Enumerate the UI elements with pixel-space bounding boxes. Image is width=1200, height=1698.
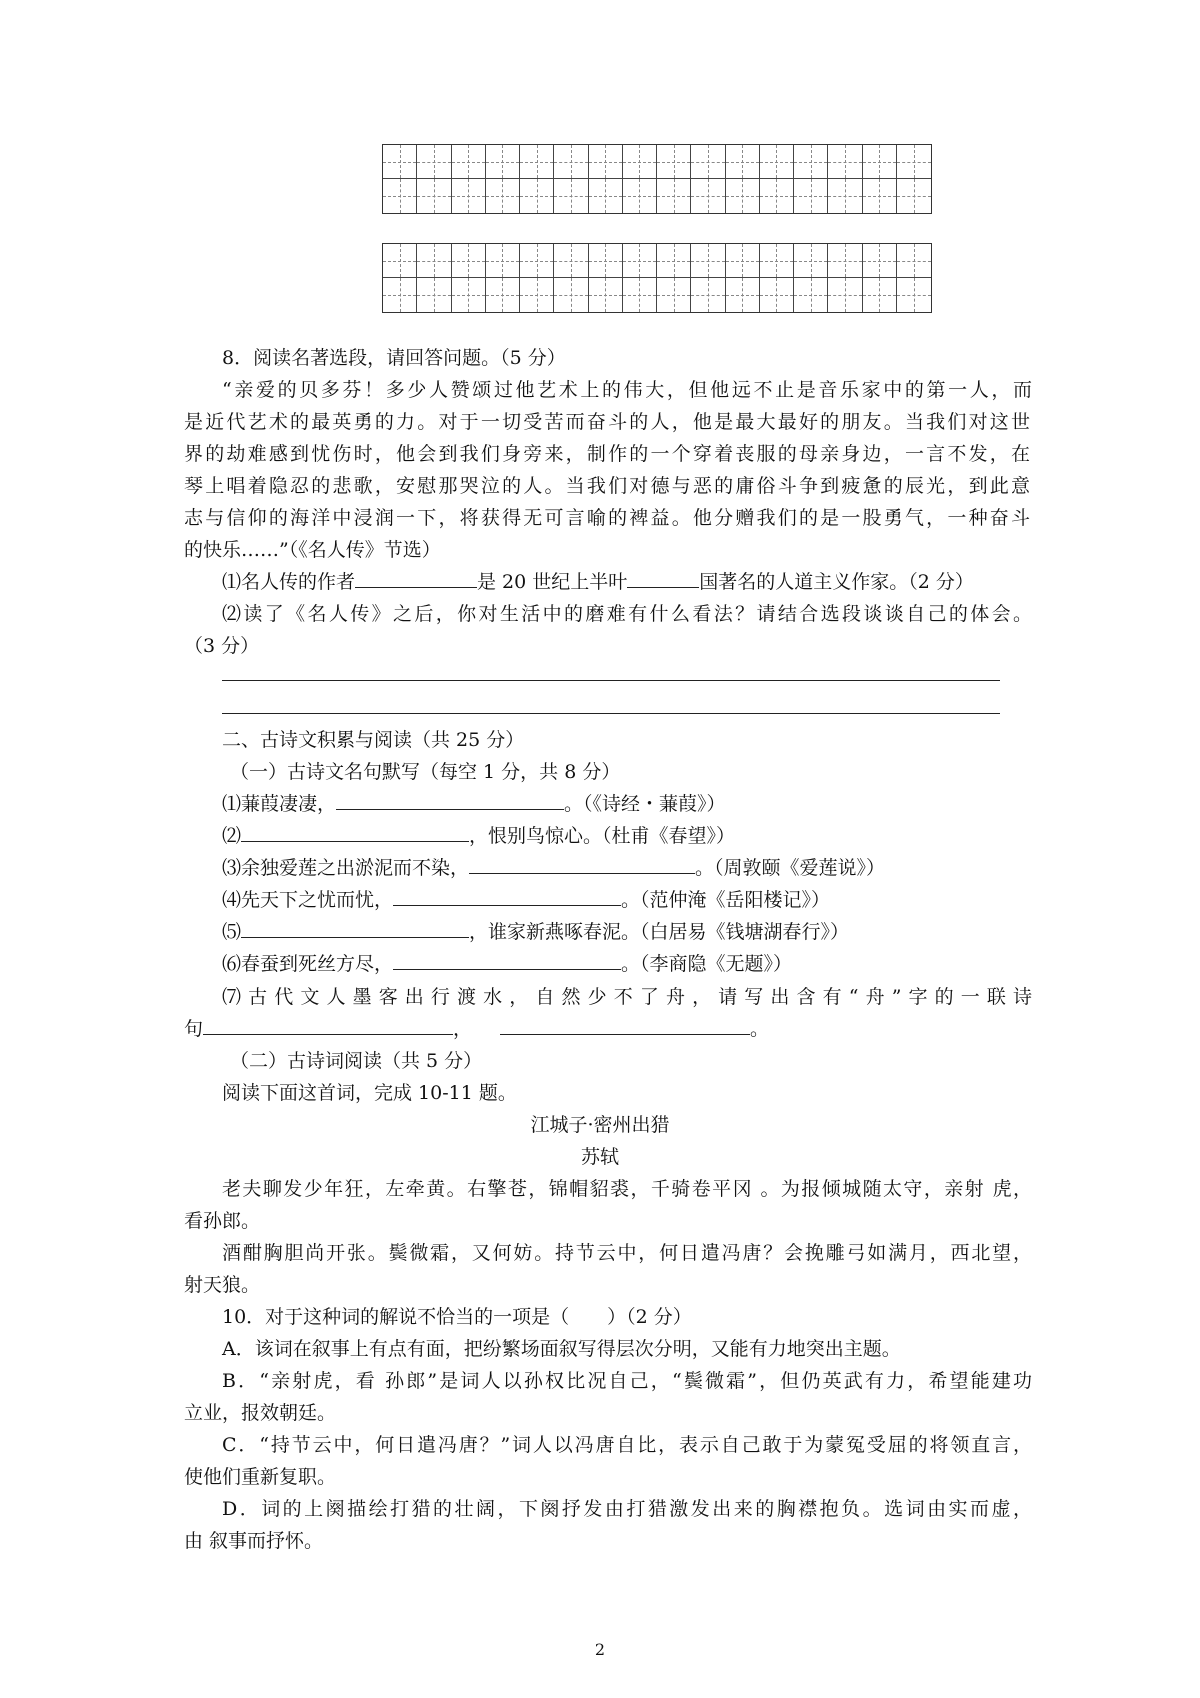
dictation-item bbox=[222, 789, 726, 819]
grid-cell[interactable] bbox=[452, 278, 486, 312]
grid-cell[interactable] bbox=[897, 244, 931, 278]
grid-cell[interactable] bbox=[691, 179, 725, 213]
grid-cell[interactable] bbox=[452, 145, 486, 179]
dictation-source: 。（范仲淹《岳阳楼记》） bbox=[621, 889, 831, 911]
grid-cell[interactable] bbox=[760, 278, 794, 312]
dictation-prompt: ⑶余独爱莲之出淤泥而不染， bbox=[222, 857, 470, 879]
question-8-sub1 bbox=[222, 567, 974, 597]
grid-cell[interactable] bbox=[760, 145, 794, 179]
grid-cell[interactable] bbox=[828, 278, 862, 312]
sub1-text-c: 国著名的人道主义作家。（2 分） bbox=[699, 571, 974, 593]
grid-cell[interactable] bbox=[417, 244, 451, 278]
grid-cell[interactable] bbox=[863, 145, 897, 179]
grid-cell[interactable] bbox=[897, 145, 931, 179]
dictation-item bbox=[222, 853, 885, 883]
answer-blank[interactable] bbox=[469, 854, 695, 874]
dictation-prompt: ⑷先天下之忧而忧， bbox=[222, 889, 394, 911]
grid-cell[interactable] bbox=[691, 278, 725, 312]
answer-blank[interactable] bbox=[355, 568, 477, 588]
answer-blank[interactable] bbox=[627, 568, 699, 588]
grid-cell[interactable] bbox=[486, 278, 520, 312]
grid-cell[interactable] bbox=[657, 278, 691, 312]
grid-cell[interactable] bbox=[623, 179, 657, 213]
grid-cell[interactable] bbox=[657, 179, 691, 213]
dictation-prompt: ⑹春蚕到死丝方尽， bbox=[222, 953, 394, 975]
grid-cell[interactable] bbox=[623, 145, 657, 179]
grid-cell[interactable] bbox=[452, 244, 486, 278]
grid-cell[interactable] bbox=[623, 278, 657, 312]
grid-cell[interactable] bbox=[520, 179, 554, 213]
dictation-end: 。 bbox=[750, 1018, 770, 1040]
dictation-source: ，谁家新燕啄春泥。（白居易《钱塘湖春行》） bbox=[469, 921, 850, 943]
poem-line: 酒酣胸胆尚开张。鬓微霜，又何妨。持节云中，何日遣冯唐？会挽雕弓如满月，西北望， bbox=[222, 1242, 1032, 1264]
question-8-title: 8．阅读名著选段，请回答问题。（5 分） bbox=[222, 347, 566, 369]
dictation-item bbox=[222, 885, 830, 915]
grid-cell[interactable] bbox=[452, 179, 486, 213]
grid-cell[interactable] bbox=[554, 278, 588, 312]
answer-blank[interactable] bbox=[241, 822, 469, 842]
answer-line[interactable] bbox=[222, 713, 1000, 714]
answer-line[interactable] bbox=[222, 680, 1000, 681]
option-c[interactable]: C．“持节云中，何日遣冯唐？”词人以冯唐自比，表示自己敢于为蒙冤受屈的将领直言， bbox=[222, 1434, 1032, 1456]
answer-blank[interactable] bbox=[500, 1015, 750, 1035]
dictation-item bbox=[222, 821, 735, 851]
passage-line: 志与信仰的海洋中浸润一下，将获得无可言喻的裨益。他分赠我们的是一股勇气，一种奋斗 bbox=[184, 507, 1030, 529]
grid-cell[interactable] bbox=[554, 179, 588, 213]
option-b-cont: 立业，报效朝廷。 bbox=[184, 1402, 337, 1424]
grid-cell[interactable] bbox=[794, 278, 828, 312]
grid-cell[interactable] bbox=[657, 244, 691, 278]
grid-cell[interactable] bbox=[383, 244, 417, 278]
grid-cell[interactable] bbox=[726, 244, 760, 278]
grid-cell[interactable] bbox=[828, 244, 862, 278]
dictation-item-7-answer bbox=[184, 1014, 769, 1044]
option-b[interactable]: B．“亲射虎，看 孙郎”是词人以孙权比况自己，“鬓微霜”，但仍英武有力，希望能建功 bbox=[222, 1370, 1032, 1392]
grid-cell[interactable] bbox=[828, 179, 862, 213]
grid-cell[interactable] bbox=[863, 244, 897, 278]
grid-cell[interactable] bbox=[623, 244, 657, 278]
sub1-text-b: 是 20 世纪上半叶 bbox=[477, 571, 628, 593]
grid-cell[interactable] bbox=[417, 278, 451, 312]
grid-cell[interactable] bbox=[897, 179, 931, 213]
poem-line: 老夫聊发少年狂，左牵黄。右擎苍，锦帽貂裘，千骑卷平冈 。为报倾城随太守，亲射 虎， bbox=[222, 1178, 1032, 1200]
question-10-title: 10．对于这种词的解说不恰当的一项是（ ）（2 分） bbox=[222, 1306, 692, 1328]
grid-cell[interactable] bbox=[417, 179, 451, 213]
question-8-sub2-score: （3 分） bbox=[184, 635, 260, 657]
passage-line: “亲爱的贝多芬！多少人赞颂过他艺术上的伟大，但他远不止是音乐家中的第一人，而 bbox=[222, 379, 1032, 401]
grid-cell[interactable] bbox=[691, 145, 725, 179]
section-2-title: 二、古诗文积累与阅读（共 25 分） bbox=[222, 729, 525, 751]
option-c-cont: 使他们重新复职。 bbox=[184, 1466, 337, 1488]
grid-cell[interactable] bbox=[554, 145, 588, 179]
grid-cell[interactable] bbox=[589, 278, 623, 312]
grid-cell[interactable] bbox=[589, 244, 623, 278]
grid-cell[interactable] bbox=[794, 145, 828, 179]
answer-blank[interactable] bbox=[203, 1015, 453, 1035]
grid-cell[interactable] bbox=[486, 145, 520, 179]
grid-cell[interactable] bbox=[794, 244, 828, 278]
answer-blank[interactable] bbox=[336, 790, 564, 810]
question-8-sub2: ⑵读了《名人传》之后，你对生活中的磨难有什么看法？请结合选段谈谈自己的体会。 bbox=[222, 603, 1032, 625]
grid-cell[interactable] bbox=[794, 179, 828, 213]
passage-line: 是近代艺术的最英勇的力。对于一切受苦而奋斗的人，他是最大最好的朋友。当我们对这世 bbox=[184, 411, 1030, 433]
grid-cell[interactable] bbox=[383, 278, 417, 312]
dictation-item bbox=[222, 949, 792, 979]
grid-cell[interactable] bbox=[726, 179, 760, 213]
grid-cell[interactable] bbox=[383, 145, 417, 179]
answer-blank[interactable] bbox=[393, 950, 621, 970]
dictation-source: 。（李商隐《无题》） bbox=[621, 953, 793, 975]
grid-cell[interactable] bbox=[897, 278, 931, 312]
passage-line: 的快乐……”（《名人传》节选） bbox=[184, 539, 441, 561]
passage-line: 琴上唱着隐忍的悲歌，安慰那哭泣的人。当我们对德与恶的庸俗斗争到疲惫的辰光，到此意 bbox=[184, 475, 1030, 497]
grid-cell[interactable] bbox=[520, 244, 554, 278]
dictation-prompt: ⑸ bbox=[222, 921, 242, 943]
answer-blank[interactable] bbox=[241, 918, 469, 938]
grid-cell[interactable] bbox=[520, 145, 554, 179]
dictation-item-7: ⑺古代文人墨客出行渡水，自然少不了舟，请写出含有“舟”字的一联诗 bbox=[222, 986, 1032, 1008]
part-2-title: （二）古诗词阅读（共 5 分） bbox=[230, 1050, 483, 1072]
option-d[interactable]: D．词的上阕描绘打猎的壮阔，下阕抒发由打猎激发出来的胸襟抱负。选词由实而虚， bbox=[222, 1498, 1032, 1520]
grid-cell[interactable] bbox=[828, 145, 862, 179]
dictation-prompt: ⑵ bbox=[222, 825, 242, 847]
poem-line: 看孙郎。 bbox=[184, 1210, 261, 1232]
grid-cell[interactable] bbox=[520, 278, 554, 312]
grid-cell[interactable] bbox=[417, 145, 451, 179]
grid-cell[interactable] bbox=[554, 244, 588, 278]
part-2-instruction: 阅读下面这首词，完成 10-11 题。 bbox=[222, 1082, 517, 1104]
poem-title: 江城子·密州出猎 bbox=[530, 1114, 670, 1136]
part-1-title: （一）古诗文名句默写（每空 1 分，共 8 分） bbox=[230, 761, 621, 783]
grid-cell[interactable] bbox=[589, 145, 623, 179]
grid-cell[interactable] bbox=[589, 179, 623, 213]
grid-cell[interactable] bbox=[726, 145, 760, 179]
writing-grid bbox=[382, 243, 932, 313]
writing-grid bbox=[382, 144, 932, 214]
dictation-item bbox=[222, 917, 849, 947]
passage-line: 界的劫难感到忧伤时，他会到我们身旁来，制作的一个穿着丧服的母亲身边，一言不发，在 bbox=[184, 443, 1030, 465]
dictation-separator: ， bbox=[453, 1018, 473, 1040]
grid-cell[interactable] bbox=[760, 179, 794, 213]
poem-line: 射天狼。 bbox=[184, 1274, 261, 1296]
grid-cell[interactable] bbox=[760, 244, 794, 278]
answer-blank[interactable] bbox=[393, 886, 621, 906]
grid-cell[interactable] bbox=[691, 244, 725, 278]
option-d-cont: 由 叙事而抒怀。 bbox=[184, 1530, 324, 1552]
poem-author: 苏轼 bbox=[580, 1146, 619, 1168]
grid-cell[interactable] bbox=[657, 145, 691, 179]
dictation-source: 。（《诗经・蒹葭》） bbox=[564, 793, 726, 815]
sub1-text-a: ⑴名人传的作者 bbox=[222, 571, 356, 593]
grid-cell[interactable] bbox=[863, 278, 897, 312]
grid-cell[interactable] bbox=[726, 278, 760, 312]
dictation-prompt: ⑴蒹葭凄凄， bbox=[222, 793, 337, 815]
page-number: 2 bbox=[594, 1640, 606, 1659]
grid-cell[interactable] bbox=[486, 179, 520, 213]
dictation-source: 。（周敦颐《爱莲说》） bbox=[695, 857, 886, 879]
grid-cell[interactable] bbox=[486, 244, 520, 278]
grid-cell[interactable] bbox=[863, 179, 897, 213]
option-a[interactable]: A．该词在叙事上有点有面，把纷繁场面叙写得层次分明，又能有力地突出主题。 bbox=[222, 1338, 901, 1360]
dictation-source: ，恨别鸟惊心。（杜甫《春望》） bbox=[469, 825, 736, 847]
grid-cell[interactable] bbox=[383, 179, 417, 213]
dictation-prompt: 句 bbox=[184, 1018, 204, 1040]
